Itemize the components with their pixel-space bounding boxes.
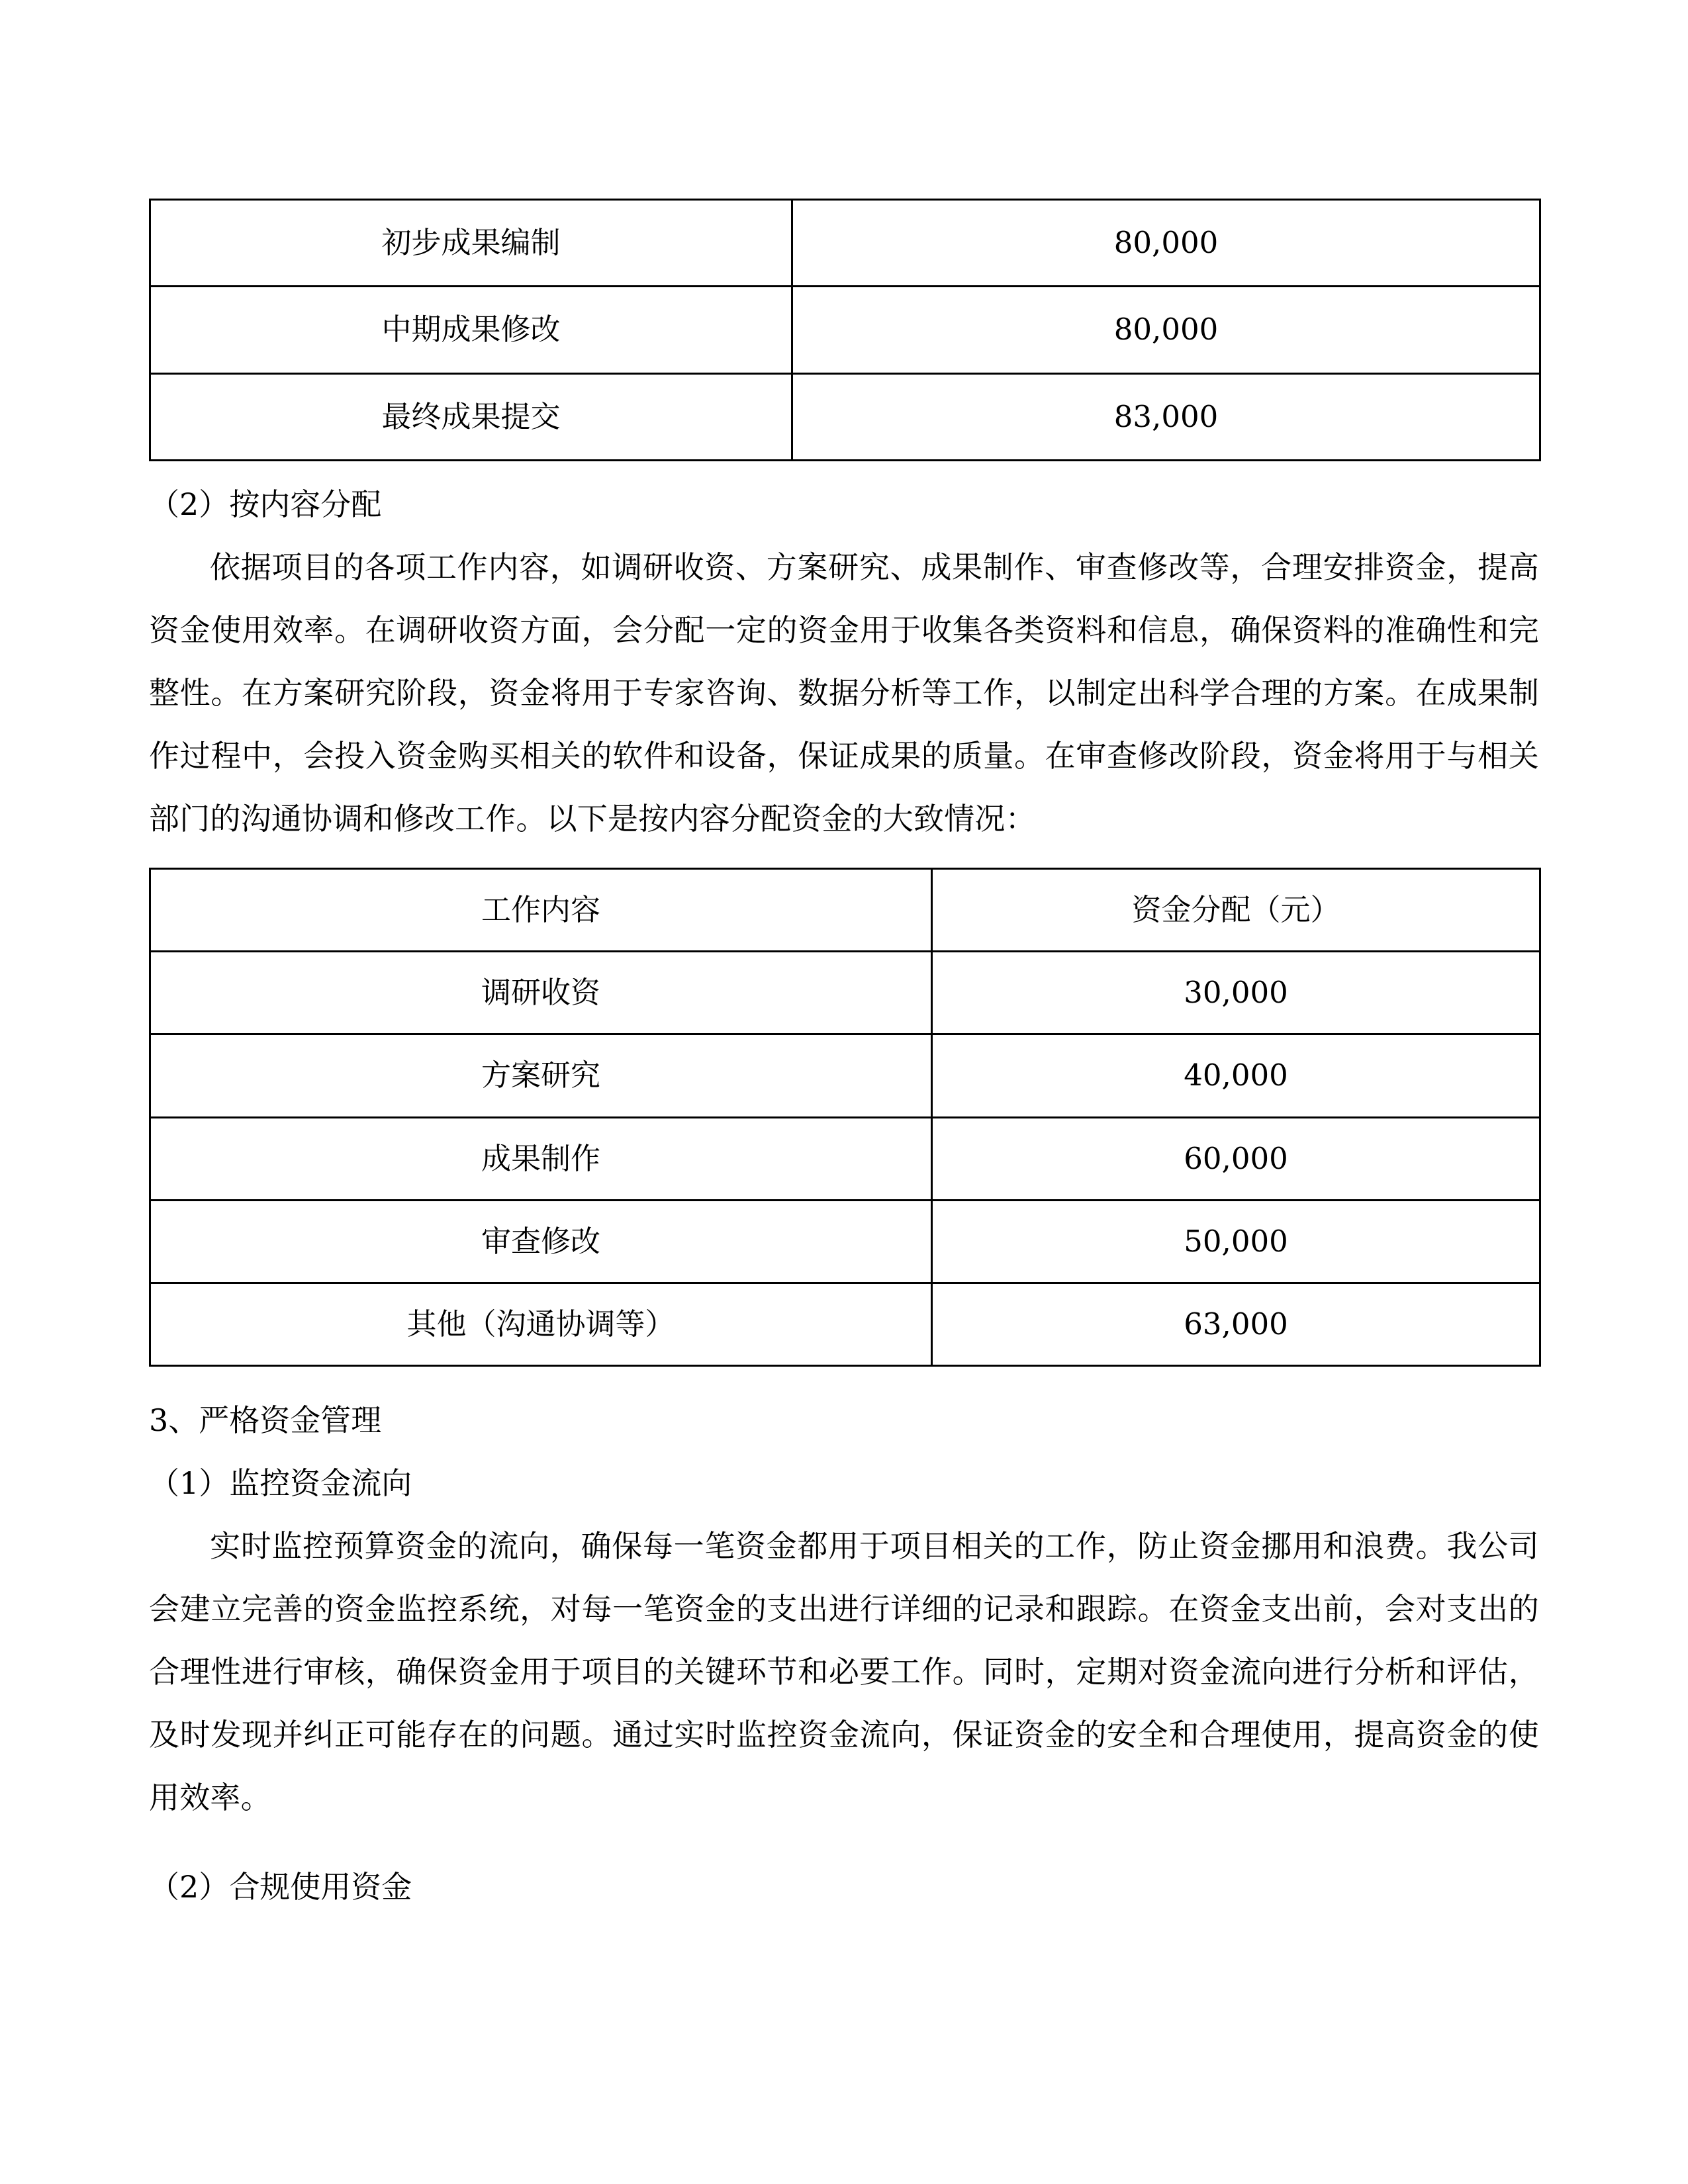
spacer [149,850,1539,868]
table-cell-item [150,952,932,1034]
phase-funding-table [149,199,1541,461]
table-cell-item [150,200,792,287]
table-cell-item [150,1034,932,1117]
table-row [150,200,1540,287]
table-row [150,1034,1540,1117]
table-cell-amount [792,287,1540,373]
table-header-amount [932,868,1540,951]
phase-name: 最终成果提交 [381,398,561,434]
spacer [149,461,1539,473]
heading-content-allocation: （2）按内容分配 [149,486,382,522]
table-cell-item [150,287,792,373]
spacer [149,1829,1539,1856]
table-cell-item [150,373,792,460]
heading-fund-management: 3、严格资金管理 [149,1402,382,1439]
table-cell-amount [932,1117,1540,1200]
paragraph-content-allocation: 依据项目的各项工作内容，如调研收资、方案研究、成果制作、审查修改等，合理安排资金，提高资金使用效率。在调研收资方面，会分配一定的资金用于收集各类资料和信息，确保资料的准确性和完整性。在方案研究阶段，资金将用于专家咨询、数据分析等工作，以制定出科学合理的方案。在成果制作过程中，会投入资金购买相关的软件和设备，保证成果的质量。在审查修改阶段，资金将用于与相关部门的沟通协调和修改工作。以下是按内容分配资金的大致情况： [149,549,1539,837]
work-item: 成果制作 [481,1140,600,1176]
phase-amount: 80,000 [1113,312,1219,347]
table-cell-item [150,1283,932,1366]
header-label: 资金分配（元） [1131,891,1340,927]
table-header-row [150,868,1540,951]
header-label: 工作内容 [481,891,600,927]
heading-compliant-fund-use: （2）合规使用资金 [149,1869,412,1905]
work-item: 调研收资 [481,975,600,1010]
table-cell-amount [932,952,1540,1034]
table-cell-item [150,1117,932,1200]
table-cell-item [150,1200,932,1283]
table-cell-amount [932,1034,1540,1117]
work-item: 审查修改 [481,1223,600,1259]
table-header-item [150,868,932,951]
work-item: 其他（沟通协调等） [406,1306,675,1342]
table-row [150,1283,1540,1366]
table-cell-amount [792,200,1540,287]
table-row [150,373,1540,460]
work-amount: 40,000 [1184,1058,1288,1093]
table-cell-amount [932,1200,1540,1283]
paragraph-monitor-fund-flow: 实时监控预算资金的流向，确保每一笔资金都用于项目相关的工作，防止资金挪用和浪费。我公司会建立完善的资金监控系统，对每一笔资金的支出进行详细的记录和跟踪。在资金支出前，会对支出的合理性进行审核，确保资金用于项目的关键环节和必要工作。同时，定期对资金流向进行分析和评估，及时发现并纠正可能存在的问题。通过实时监控资金流向，保证资金的安全和合理使用，提高资金的使用效率。 [149,1528,1539,1816]
table-cell-amount [932,1283,1540,1366]
content-funding-table [149,868,1541,1367]
phase-name: 初步成果编制 [381,225,561,260]
work-amount: 50,000 [1184,1223,1288,1259]
work-amount: 30,000 [1184,975,1288,1010]
table-cell-amount [792,373,1540,460]
table-row [150,1200,1540,1283]
phase-amount: 80,000 [1113,225,1219,260]
phase-amount: 83,000 [1113,398,1219,434]
work-amount: 63,000 [1184,1306,1288,1342]
phase-name: 中期成果修改 [381,312,561,347]
work-item: 方案研究 [481,1058,600,1093]
work-amount: 60,000 [1184,1140,1288,1176]
table-row [150,1117,1540,1200]
table-row [150,287,1540,373]
spacer [149,1367,1539,1389]
heading-monitor-fund-flow: （1）监控资金流向 [149,1465,412,1502]
table-row [150,952,1540,1034]
